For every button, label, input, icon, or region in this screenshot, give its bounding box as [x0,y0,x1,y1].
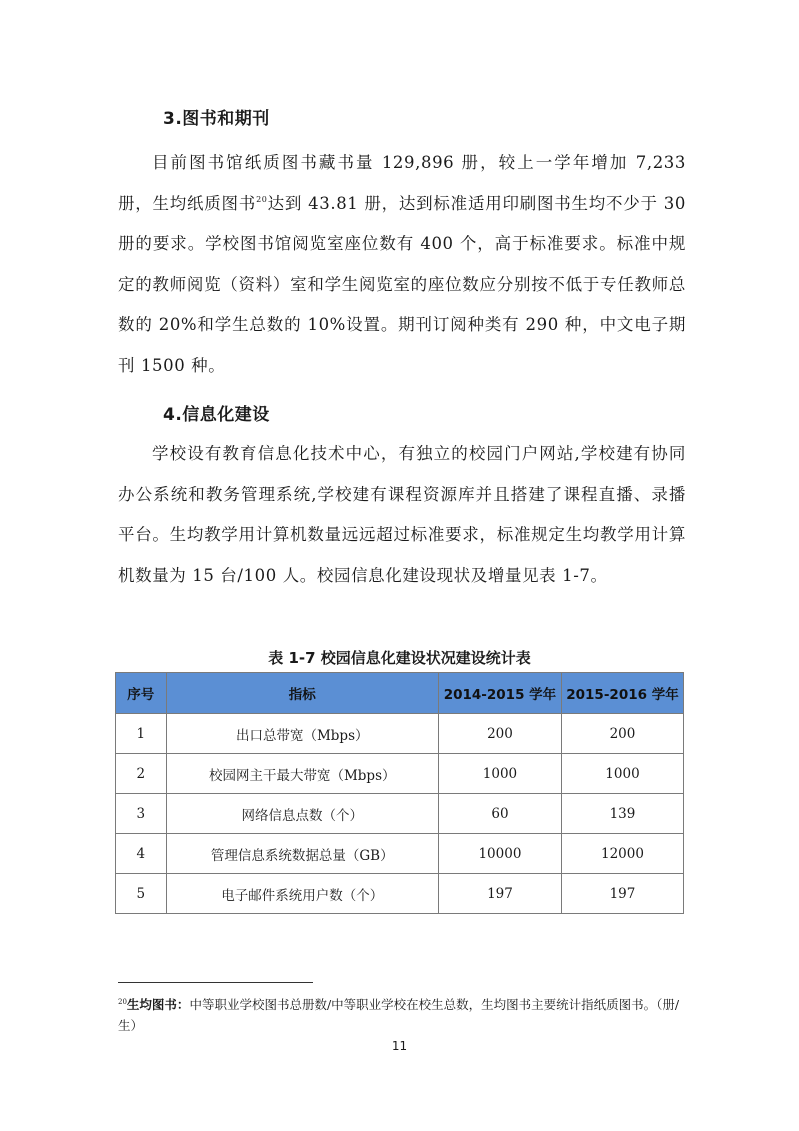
table-cell: 1000 [438,754,561,794]
table-cell: 5 [116,874,167,914]
footnote [118,994,688,1036]
table-cell: 1 [116,714,167,754]
footnote-text: 中等职业学校图书总册数/中等职业学校在校生总数，生均图书主要统计指纸质图书。（册/生） [118,997,680,1033]
table-header-row [116,673,684,714]
table-cell: 139 [561,794,683,834]
table-cell: 200 [561,714,683,754]
table-cell: 出口总带宽（Mbps） [166,714,438,754]
table-cell: 电子邮件系统用户数（个） [166,874,438,914]
footnote-reference[interactable]: 20 [256,194,268,204]
table-cell: 197 [438,874,561,914]
table-row [116,754,684,794]
table-cell: 200 [438,714,561,754]
footnote-term: 生均图书： [126,997,190,1012]
paragraph-it: 学校设有教育信息化技术中心，有独立的校园门户网站,学校建有协同办公系统和教务管理系统,学校建有课程资源库并且搭建了课程直播、录播平台。生均教学用计算机数量远远超过标准要求，标准规定生均教学用计算机数量为 15 台/100 人。校园信息化建设现状及增量见表 1-7。 [118,444,686,585]
footnote-number: 20 [118,998,127,1006]
paragraph-books [118,143,686,386]
table-cell: 2 [116,754,167,794]
column-header: 指标 [166,673,438,714]
table-cell: 4 [116,834,167,874]
table-row [116,794,684,834]
table-row [116,714,684,754]
column-header: 序号 [116,673,167,714]
table-cell: 10000 [438,834,561,874]
info-construction-table [115,672,684,914]
section-heading-it: 4.信息化建设 [163,405,270,425]
table-cell: 管理信息系统数据总量（GB） [166,834,438,874]
page-number: 11 [391,1039,408,1053]
table-cell: 3 [116,794,167,834]
table-cell: 校园网主干最大带宽（Mbps） [166,754,438,794]
table-cell: 197 [561,874,683,914]
section-heading-books: 3.图书和期刊 [163,109,270,129]
footnote-divider [118,982,313,983]
table-cell: 1000 [561,754,683,794]
table-caption: 表 1-7 校园信息化建设状况建设统计表 [268,649,531,667]
paragraph-text: 达到 43.81 册，达到标准适用印刷图书生均不少于 30 册的要求。学校图书馆阅览室座位数有 400 个，高于标准要求。标准中规定的教师阅览（资料）室和学生阅览室的座位数应分别按不低于专任教师总数的 20%和学生总数的 10%设置。期刊订阅种类有 290 种，中文电子期刊 1500 种。 [118,193,686,375]
table-row [116,874,684,914]
table-cell: 网络信息点数（个） [166,794,438,834]
column-header: 2015-2016 学年 [561,673,683,714]
table-cell: 60 [438,794,561,834]
table-cell: 12000 [561,834,683,874]
paragraph-text: 目前图书馆纸质图书藏书量 129,896 册，较上一学年增加 7,233 册，生均纸质图书 [118,153,686,213]
table-row [116,834,684,874]
column-header: 2014-2015 学年 [438,673,561,714]
